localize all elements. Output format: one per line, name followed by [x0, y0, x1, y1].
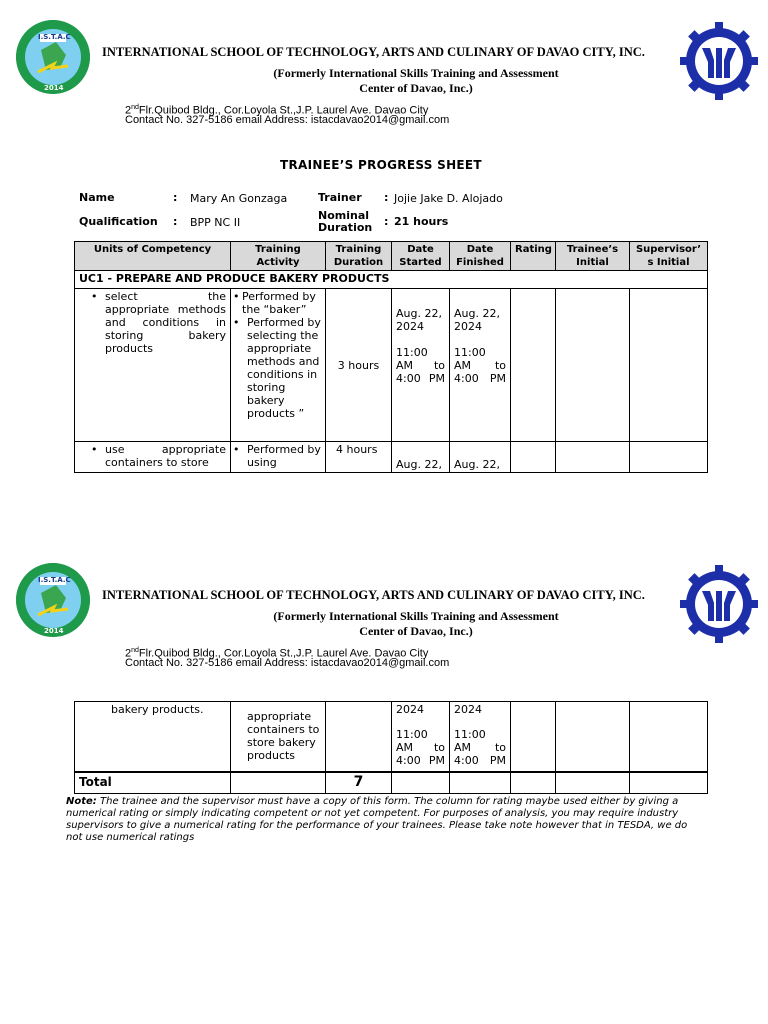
rating-cell: [511, 702, 556, 772]
date-finished: Aug. 22,: [454, 458, 500, 471]
activity-text: Performed by using: [247, 443, 321, 469]
duration-value: 4 hours: [336, 443, 378, 456]
uc1-row: [75, 271, 708, 289]
date-finished: Aug. 22, 2024: [454, 307, 500, 333]
formerly-line-1: (Formerly International Skills Training and Assessment: [273, 66, 559, 80]
bullet-icon: •: [233, 316, 240, 329]
col-duration: Training Duration: [326, 242, 392, 271]
qualification-colon: :: [173, 215, 178, 228]
trainee-initial-cell: [556, 442, 630, 473]
formerly-line-1: (Formerly International Skills Training and Assessment: [273, 609, 559, 623]
letterhead-second: [0, 543, 768, 678]
table-header-row: [75, 242, 708, 271]
contact-info: Contact No. 327-5186 email Address: istacdavao2014@gmail.com: [125, 114, 450, 126]
istac-logo-label: I.S.T.A.C: [38, 576, 71, 584]
unit-text: bakery products.: [111, 703, 204, 716]
activity-text: appropriate containers to store bakery products: [247, 710, 320, 762]
address: 2ndFlr.Quibod Bldg., Cor.Loyola St.,J.P. Laurel Ave. Davao City: [125, 104, 429, 117]
col-finished: Date Finished: [450, 242, 511, 271]
trainer-label: Trainer: [318, 191, 362, 204]
contact-info: Contact No. 327-5186 email Address: istacdavao2014@gmail.com: [125, 657, 450, 669]
time-finished: 11:00 AM to 4:00 PM: [454, 728, 506, 767]
duration-value: 3 hours: [337, 358, 380, 372]
date-started: Aug. 22,: [396, 458, 442, 471]
table-row: [75, 702, 708, 772]
trainee-initial-cell: [556, 289, 630, 442]
trainer-value: Jojie Jake D. Alojado: [394, 192, 503, 205]
istac-logo-ring-text: [0, 0, 1, 1]
total-value: 7: [326, 772, 392, 794]
unit-text: select the appropriate methods and conditions in storing bakery products: [105, 290, 226, 355]
supervisor-initial-cell: [630, 702, 708, 772]
school-name: INTERNATIONAL SCHOOL OF TECHNOLOGY, ARTS AND CULINARY OF DAVAO CITY, INC.: [102, 45, 645, 59]
tesda-logo: [678, 563, 760, 645]
formerly-line-2: Center of Davao, Inc.): [359, 81, 473, 95]
name-colon: :: [173, 191, 178, 204]
bullet-icon: •: [233, 443, 240, 456]
nominal-duration-colon: :: [384, 215, 389, 228]
istac-logo-year: 2014: [44, 84, 64, 92]
activity-text: Performed by selecting the appropriate methods and conditions in storing bakery products ”: [247, 316, 321, 420]
note-label: Note:: [66, 796, 97, 807]
note-text: The trainee and the supervisor must have a copy of this form. The column for rating maybe used either by giving a numerical rating or simply indicating competent or not yet competent. For purposes of analysis, you may require industry supervisors to give a numerical rating for the performance of your trainees. Please take note however that in TESDA, we do not use numerical ratings: [66, 796, 688, 843]
col-supervisor-initial: Supervisor’ s Initial: [630, 242, 708, 271]
date-started: Aug. 22, 2024: [396, 307, 442, 333]
bullet-icon: •: [91, 443, 98, 456]
total-row: [75, 772, 708, 794]
unit-text: use appropriate containers to store: [105, 443, 226, 469]
qualification-value: BPP NC II: [190, 216, 241, 229]
formerly-line-2: Center of Davao, Inc.): [359, 624, 473, 638]
date-finished: 2024: [454, 703, 482, 716]
bullet-icon: •: [91, 290, 98, 303]
time-started: 11:00 AM to 4:00 PM: [396, 346, 445, 385]
letterhead-top: [0, 0, 768, 135]
school-name: INTERNATIONAL SCHOOL OF TECHNOLOGY, ARTS AND CULINARY OF DAVAO CITY, INC.: [102, 588, 645, 602]
sheet-title: TRAINEE’S PROGRESS SHEET: [280, 158, 482, 172]
table-row: [75, 442, 708, 473]
supervisor-initial-cell: [630, 289, 708, 442]
table-row: [75, 289, 708, 442]
time-started: 11:00 AM to 4:00 PM: [396, 728, 445, 767]
col-activity: Training Activity: [231, 242, 326, 271]
address: 2ndFlr.Quibod Bldg., Cor.Loyola St.,J.P. Laurel Ave. Davao City: [125, 647, 429, 660]
qualification-label: Qualification: [79, 215, 158, 228]
supervisor-initial-cell: [630, 442, 708, 473]
rating-cell: [511, 289, 556, 442]
tesda-logo: [678, 20, 760, 102]
time-finished: 11:00 AM to 4:00 PM: [454, 346, 506, 385]
note-paragraph: [66, 796, 706, 844]
istac-logo: [16, 20, 90, 94]
total-label: Total: [75, 772, 231, 794]
col-units: Units of Competency: [75, 242, 231, 271]
istac-logo-label: I.S.T.A.C: [38, 33, 71, 41]
trainer-colon: :: [384, 191, 389, 204]
activity-text: Performed by the “baker”: [242, 290, 316, 316]
name-value: Mary An Gonzaga: [190, 192, 288, 205]
name-label: Name: [79, 191, 115, 204]
trainee-initial-cell: [556, 702, 630, 772]
nominal-duration-label-2: Duration: [318, 221, 373, 234]
bullet-icon: •: [233, 290, 240, 303]
uc1-title: UC1 - PREPARE AND PRODUCE BAKERY PRODUCTS: [75, 271, 708, 289]
nominal-duration-label-1: Nominal: [318, 209, 370, 222]
istac-logo-year: 2014: [44, 627, 64, 635]
rating-cell: [511, 442, 556, 473]
nominal-duration-value: 21 hours: [394, 215, 449, 228]
col-rating: Rating: [511, 242, 556, 271]
progress-table-page-1: [74, 241, 708, 473]
istac-logo: [16, 563, 90, 637]
progress-table-page-2: [74, 701, 708, 794]
col-trainee-initial: Trainee’s Initial: [556, 242, 630, 271]
col-started: Date Started: [392, 242, 450, 271]
date-started: 2024: [396, 703, 424, 716]
